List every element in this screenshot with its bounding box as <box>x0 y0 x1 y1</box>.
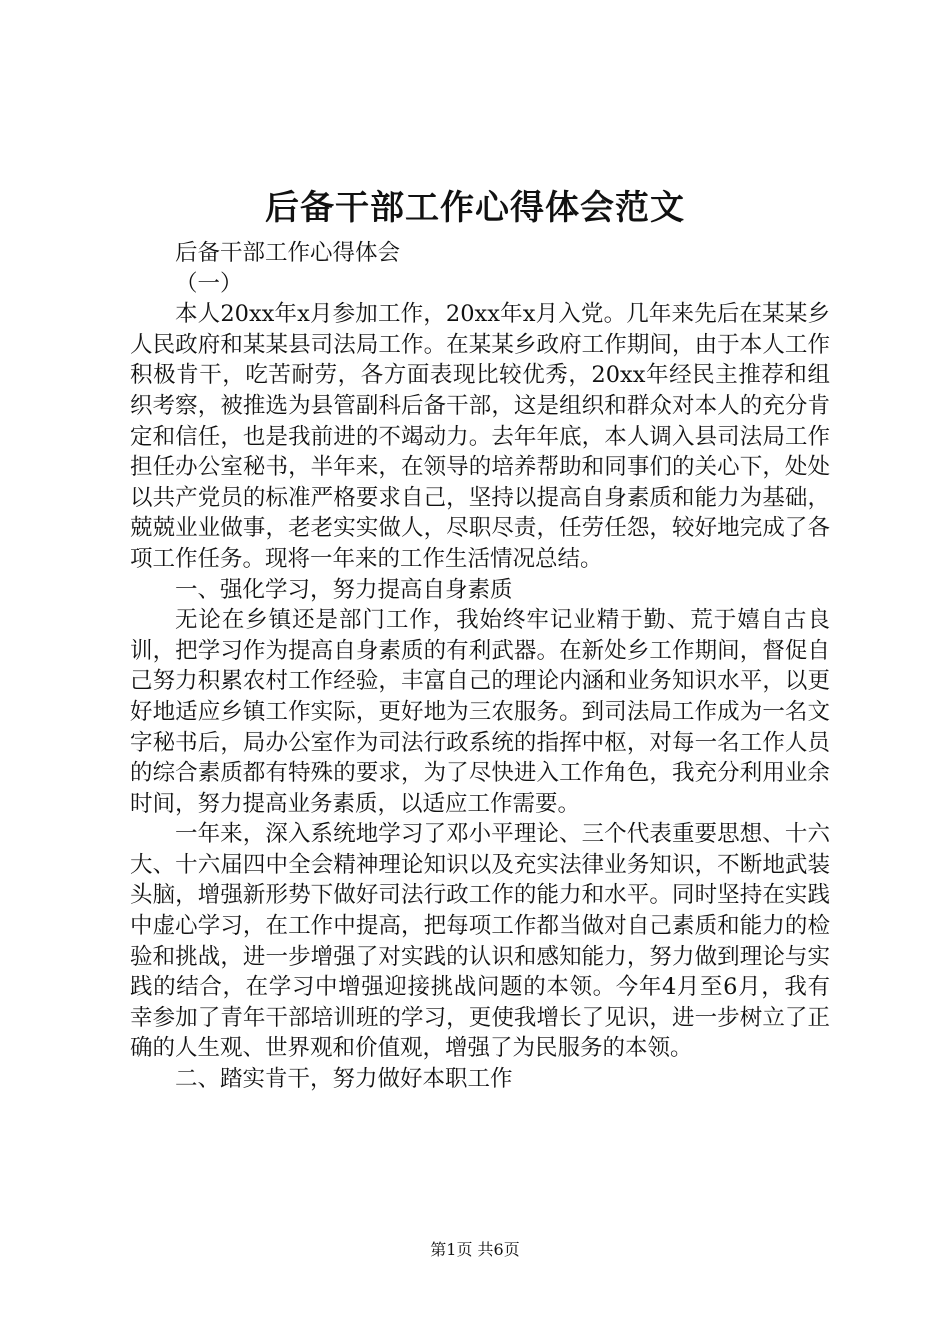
body-paragraph: 无论在乡镇还是部门工作，我始终牢记业精于勤、荒于嬉自古良训，把学习作为提高自身素质的有利武器。在新处乡工作期间，督促自己努力积累农村工作经验，丰富自己的理论内涵和业务知识水平，以更好地适应乡镇工作实际，更好地为三农服务。到司法局工作成为一名文字秘书后，局办公室作为司法行政系统的指挥中枢，对每一名工作人员的综合素质都有特殊的要求，为了尽快进入工作角色，我充分利用业余时间，努力提高业务素质，以适应工作需要。 <box>130 607 830 817</box>
page-footer: 第1页 共6页 <box>430 1240 520 1259</box>
body-paragraph: 一年来，深入系统地学习了邓小平理论、三个代表重要思想、十六大、十六届四中全会精神理论知识以及充实法律业务知识，不断地武装头脑，增强新形势下做好司法行政工作的能力和水平。同时坚持在实践中虚心学习，在工作中提高，把每项工作都当做对自己素质和能力的检验和挑战，进一步增强了对实践的认识和感知能力，努力做到理论与实践的结合，在学习中增强迎接挑战问题的本领。今年4月至6月，我有幸参加了青年干部培训班的学习，更使我增长了见识，进一步树立了正确的人生观、世界观和价值观，增强了为民服务的本领。 <box>130 821 830 1062</box>
section-number: （一） <box>175 270 243 297</box>
document-body <box>130 238 830 1095</box>
document-title: 后备干部工作心得体会范文 <box>265 188 685 228</box>
body-paragraph: 本人20xx年x月参加工作，20xx年x月入党。几年来先后在某某乡人民政府和某某县司法局工作。在某某乡政府工作期间，由于本人工作积极肯干，吃苦耐劳，各方面表现比较优秀，20xx年经民主推荐和组织考察，被推选为县管副科后备干部，这是组织和群众对本人的充分肯定和信任，也是我前进的不竭动力。去年年底，本人调入县司法局工作担任办公室秘书，半年来，在领导的培养帮助和同事们的关心下，处处以共产党员的标准严格要求自己，坚持以提高自身素质和能力为基础，兢兢业业做事，老老实实做人，尽职尽责，任劳任怨，较好地完成了各项工作任务。现将一年来的工作生活情况总结。 <box>130 301 830 572</box>
section-heading: 二、踏实肯干，努力做好本职工作 <box>175 1066 513 1093</box>
subtitle-paragraph: 后备干部工作心得体会 <box>175 240 401 266</box>
section-heading: 一、强化学习，努力提高自身素质 <box>175 576 513 603</box>
